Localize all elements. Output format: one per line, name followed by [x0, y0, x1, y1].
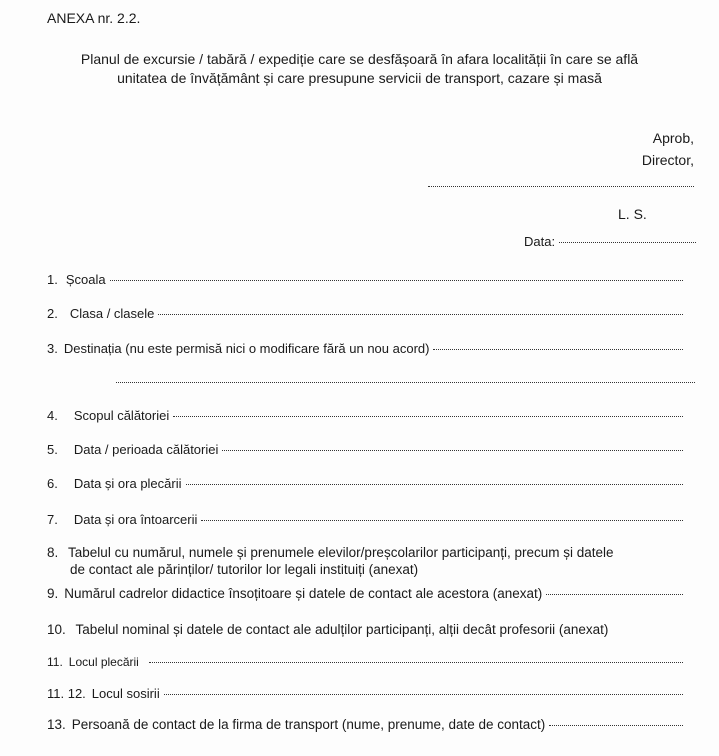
fill-line [164, 693, 683, 695]
fill-line [201, 519, 683, 521]
destination-extra-line [116, 382, 695, 383]
fill-line [433, 348, 683, 350]
item-number: 6. [47, 476, 58, 491]
date-field [524, 234, 696, 249]
item-departure-place [47, 655, 683, 669]
item-transport-contact [47, 717, 683, 732]
item-label: Data și ora plecării [73, 476, 182, 491]
fill-line [149, 661, 683, 663]
item-adults-table [47, 622, 608, 637]
item-number: 9. [47, 586, 59, 601]
fill-line [158, 313, 683, 315]
item-label: Scopul călătoriei [73, 408, 170, 423]
document-title-line2: unitatea de învățământ și care presupune servicii de transport, cazare și masă [117, 70, 602, 86]
item-students-table [47, 545, 614, 560]
item-label: Persoană de contact de la firma de transport (nume, prenume, date de contact) [71, 717, 546, 732]
director-signature-line [428, 186, 694, 187]
item-number: 8. [47, 545, 59, 560]
item-label: Data / perioada călătoriei [73, 442, 219, 457]
item-label: Numărul cadrelor didactice însoțitoare și datele de contact ale acestora (anexat) [64, 586, 543, 601]
item-school [47, 272, 683, 287]
item-arrival-place [47, 686, 683, 701]
item-label: Locul plecării [68, 655, 139, 669]
fill-line [549, 724, 683, 726]
item-teachers [47, 586, 683, 601]
fill-line [222, 449, 683, 451]
date-label: Data: [524, 234, 556, 249]
item-number: 4. [47, 408, 58, 423]
item-label: Data și ora întoarcerii [73, 512, 198, 527]
director-label: Director, [641, 152, 694, 168]
item-label: Tabelul cu numărul, numele și prenumele elevilor/preșcolarilor participanți, precum și datele [68, 545, 614, 560]
item-label: Locul sosirii [91, 686, 160, 701]
item-number: 3. [47, 341, 58, 356]
date-dots [559, 241, 696, 243]
item-purpose [47, 408, 683, 423]
item-number: 11. 12. [47, 686, 86, 701]
item-departure-time [47, 476, 683, 491]
item-label: Școala [65, 272, 106, 287]
annex-number: ANEXA nr. 2.2. [47, 10, 141, 26]
item-destination [47, 341, 683, 356]
item-label: Tabelul nominal și datele de contact ale adulților participanți, alții decât profesorii (anexat) [75, 622, 609, 637]
fill-line [173, 415, 683, 417]
fill-line [110, 279, 683, 281]
item-number: 1. [47, 272, 58, 287]
document-title-line1: Planul de excursie / tabără / expediție care se desfășoară în afara localității în care se află [80, 51, 639, 67]
item-label: Destinația (nu este permisă nici o modificare fără un nou acord) [63, 341, 430, 356]
item-number: 13. [47, 717, 66, 732]
item-label: Clasa / clasele [69, 306, 155, 321]
fill-line [546, 593, 683, 595]
fill-line [186, 483, 684, 485]
item-number: 5. [47, 442, 58, 457]
item-period [47, 442, 683, 457]
ls-label: L. S. [618, 206, 647, 222]
item-number: 11. [47, 655, 63, 669]
item-students-table-line2: de contact ale părinților/ tutorilor lor legali instituiți (anexat) [70, 562, 419, 577]
item-number: 10. [47, 622, 66, 637]
approve-label: Aprob, [652, 130, 694, 146]
item-return-time [47, 512, 683, 527]
item-number: 7. [47, 512, 58, 527]
item-class [47, 306, 683, 321]
item-number: 2. [47, 306, 58, 321]
